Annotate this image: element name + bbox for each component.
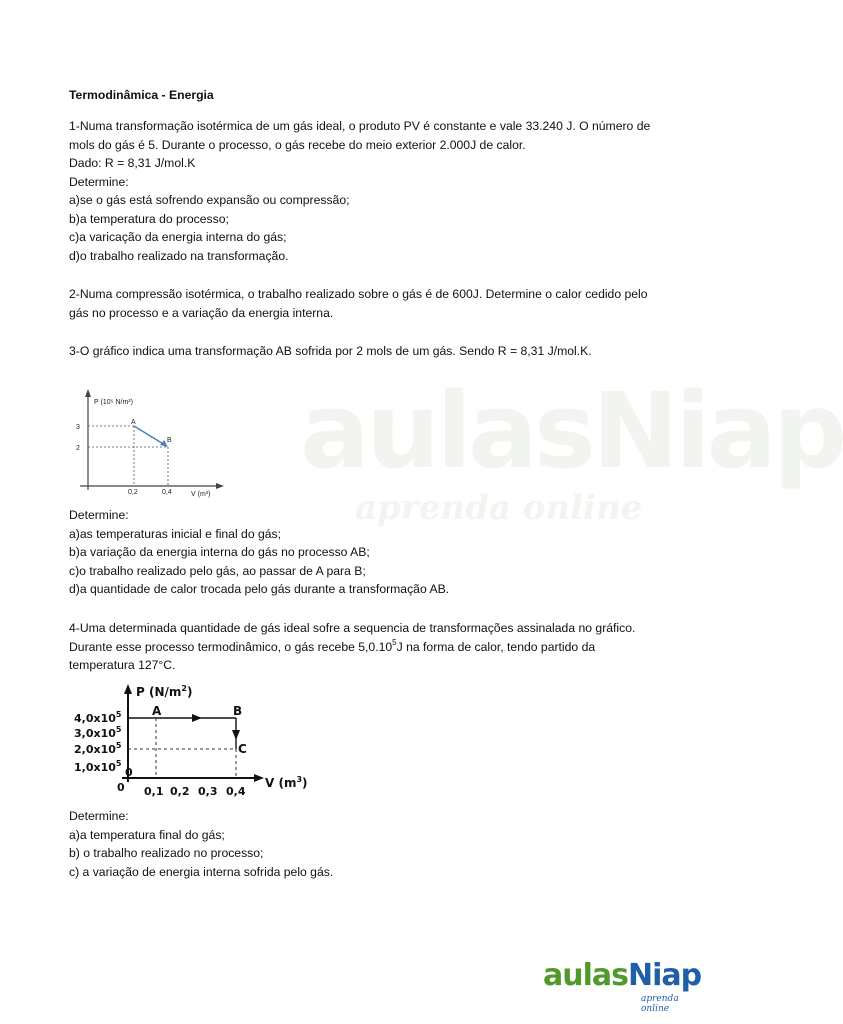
q2-line: gás no processo e a variação da energia interna.: [69, 306, 334, 320]
q1-line: mols do gás é 5. Durante o processo, o gás recebe do meio exterior 2.000J de calor.: [69, 138, 526, 152]
q4-p-label: [136, 684, 192, 699]
q1-line: Determine:: [69, 175, 129, 189]
q4-line2-exponent: 5: [392, 638, 397, 647]
q4-line2-pre: Durante esse processo termodinâmico, o gás recebe 5,0.10: [69, 640, 393, 654]
q3-y-arrow: [85, 389, 91, 397]
q4-x-zero-label: 0: [125, 766, 133, 779]
logo-tagline: aprenda online: [641, 994, 679, 1014]
q4-x-tick: 0,4: [226, 785, 246, 798]
aulasniap-logo: [543, 958, 703, 1014]
q3-line: Determine:: [69, 508, 129, 522]
q3-p-label: P (10⁵ N/m²): [94, 399, 133, 406]
q3-x-arrow: [216, 483, 224, 489]
q4-y-tick-exp: 5: [115, 725, 122, 734]
q3-v-label: V (m³): [191, 491, 211, 498]
q3-x-tick: 0,2: [128, 489, 138, 496]
watermark-tagline: aprenda online: [355, 488, 643, 528]
q3-line: b)a variação da energia interna do gás no processo AB;: [69, 545, 370, 559]
q4-point-c-label: C: [238, 742, 247, 756]
q4-line: Determine:: [69, 809, 129, 823]
q4-y-tick-base: 2,0x10: [74, 743, 116, 756]
q4-line: [69, 639, 595, 655]
q3-point-b-label: B: [167, 437, 172, 444]
q1-line: a)se o gás está sofrendo expansão ou compressão;: [69, 193, 350, 207]
watermark: [300, 370, 843, 540]
q4-line: 4-Uma determinada quantidade de gás ideal sofre a sequencia de transformações assinalada no gráfico.: [69, 621, 636, 635]
q4-v-label: [265, 775, 308, 790]
q1-line: c)a varicação da energia interna do gás;: [69, 230, 287, 244]
q4-y-tick: [74, 759, 122, 774]
q2-line: 2-Numa compressão isotérmica, o trabalho realizado sobre o gás é de 600J. Determine o calor cedido pelo: [69, 287, 648, 301]
q3-line: d)a quantidade de calor trocada pelo gás durante a transformação AB.: [69, 582, 450, 596]
q4-p-label-close: ): [186, 685, 193, 699]
q4-p-label-text: P (N/m: [136, 685, 182, 699]
q4-p-label-exponent: 2: [181, 684, 187, 693]
q4-y-tick: [74, 710, 122, 725]
q1-line: Dado: R = 8,31 J/mol.K: [69, 156, 196, 170]
q4-pv-graph: [72, 682, 320, 800]
logo-wordmark: [543, 958, 701, 993]
q4-x-tick: 0,1: [144, 785, 164, 798]
q4-y-arrow: [124, 684, 132, 694]
q4-y-tick-base: 4,0x10: [74, 712, 116, 725]
q4-y-tick: [74, 725, 122, 740]
q4-v-label-text: V (m: [265, 776, 297, 790]
q3-pv-graph: [68, 385, 230, 500]
q3-line: c)o trabalho realizado pelo gás, ao passar de A para B;: [69, 564, 366, 578]
q4-line: b) o trabalho realizado no processo;: [69, 846, 264, 860]
logo-part-aulas: aulas: [543, 958, 628, 993]
q4-point-b-label: B: [233, 704, 243, 718]
q4-x-arrow: [254, 774, 264, 782]
q3-point-a-label: A: [131, 419, 136, 426]
q4-y-tick-base: 1,0x10: [74, 761, 116, 774]
q4-line: temperatura 127°C.: [69, 658, 176, 672]
q4-v-label-exponent: 3: [296, 775, 303, 784]
logo-part-niap: Niap: [628, 958, 702, 993]
q3-intro: 3-O gráfico indica uma transformação AB sofrida por 2 mols de um gás. Sendo R = 8,31 J/mol.K.: [69, 344, 592, 358]
q3-line: a)as temperaturas inicial e final do gás;: [69, 527, 282, 541]
document-title: Termodinâmica - Energia: [69, 88, 214, 102]
q3-y-tick: 2: [76, 445, 80, 452]
q3-process-line: [134, 426, 165, 445]
q4-v-label-close: ): [302, 776, 308, 790]
q4-y-tick-base: 3,0x10: [74, 727, 116, 740]
q4-line: c) a variação de energia interna sofrida pelo gás.: [69, 865, 334, 879]
q4-y-tick-exp: 5: [115, 741, 122, 750]
q3-y-tick: 3: [76, 424, 80, 431]
q4-y-tick-exp: 5: [115, 710, 122, 719]
q4-arrow-bc: [232, 730, 240, 740]
q1-line: d)o trabalho realizado na transformação.: [69, 249, 289, 263]
q4-origin-label: 0: [117, 781, 125, 794]
q1-line: b)a temperatura do processo;: [69, 212, 229, 226]
q1-line: 1-Numa transformação isotérmica de um gás ideal, o produto PV é constante e vale 33.240 J. O número de: [69, 119, 651, 133]
q4-x-tick: 0,3: [198, 785, 218, 798]
q4-line2-post: J na forma de calor, tendo partido da: [396, 640, 596, 654]
q4-y-tick-exp: 5: [115, 759, 122, 768]
q4-x-tick: 0,2: [170, 785, 190, 798]
q4-line: a)a temperatura final do gás;: [69, 828, 225, 842]
q3-x-tick: 0,4: [162, 489, 172, 496]
q4-y-tick: [74, 741, 122, 756]
q4-arrow-ab: [192, 714, 202, 722]
q4-point-a-label: A: [152, 704, 162, 718]
watermark-brand: aulasNiap: [300, 370, 843, 492]
